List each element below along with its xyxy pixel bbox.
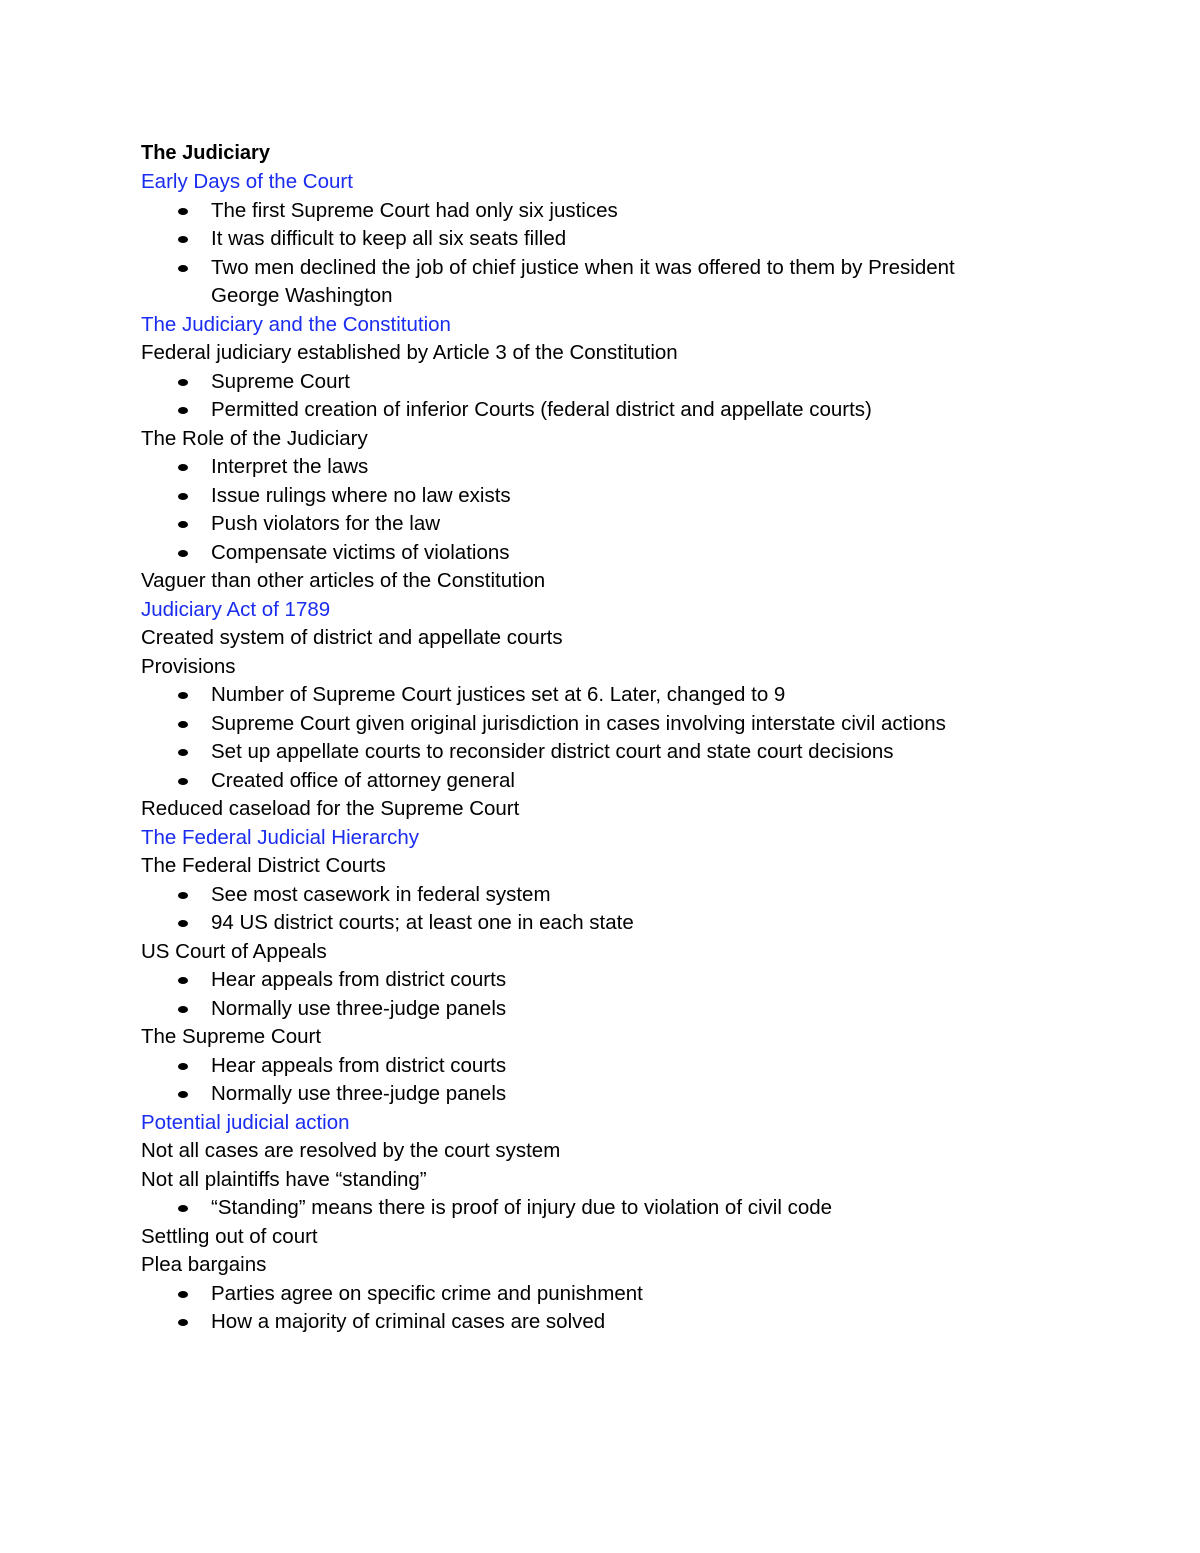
paragraph-text: Provisions [141,654,236,678]
bullet-item [141,1080,1011,1109]
bullet-item [141,396,1011,425]
bullet-text: Interpret the laws [211,455,369,478]
paragraph-text: The Federal District Courts [141,854,386,877]
document-content [141,168,1041,1337]
bullet-text: 94 US district courts; at least one in each state [211,911,634,934]
paragraph-text: Vaguer than other articles of the Constitution [141,569,546,592]
bullet-text: Set up appellate courts to reconsider district court and state court decisions [211,740,894,763]
paragraph-text: US Court of Appeals [141,939,327,963]
bullet-icon [178,493,188,500]
bullet-item [141,254,1011,311]
bullet-text: Supreme Court given original jurisdiction in cases involving interstate civil actions [211,711,946,735]
bullet-list [141,197,1041,311]
bullet-icon [178,778,188,785]
bullet-icon [178,1205,188,1212]
bullet-item [141,1280,1011,1309]
paragraph-text: Plea bargains [141,1253,267,1276]
bullet-icon [178,1091,188,1098]
bullet-list [141,1052,1041,1109]
bullet-icon [178,521,188,528]
bullet-item [141,368,1011,397]
bullet-icon [178,892,188,899]
bullet-text: Normally use three-judge panels [211,996,507,1020]
bullet-icon [178,1319,188,1326]
bullet-icon [178,265,188,272]
bullet-icon [178,550,188,557]
section-heading: The Federal Judicial Hierarchy [141,825,420,849]
bullet-text: Issue rulings where no law exists [211,483,511,507]
bullet-icon [178,236,188,243]
bullet-text: Normally use three-judge panels [211,1082,507,1105]
bullet-item [141,482,1011,511]
bullet-item [141,738,1011,767]
bullet-item [141,710,1011,739]
bullet-text: “Standing” means there is proof of injury due to violation of civil code [211,1196,833,1219]
bullet-item [141,510,1011,539]
section-heading: The Judiciary and the Constitution [141,312,451,336]
bullet-text: Hear appeals from district courts [211,968,507,991]
paragraph-text: Not all plaintiffs have “standing” [141,1167,427,1191]
bullet-item [141,881,1011,910]
bullet-text: Push violators for the law [211,512,441,535]
bullet-text: See most casework in federal system [211,882,551,906]
bullet-list [141,966,1041,1023]
bullet-icon [178,407,188,414]
bullet-list [141,453,1041,567]
section-heading: Early Days of the Court [141,170,353,193]
bullet-icon [178,749,188,756]
bullet-list [141,368,1041,425]
bullet-item [141,1052,1011,1081]
bullet-list [141,681,1041,795]
bullet-item [141,767,1011,796]
bullet-item [141,539,1011,568]
bullet-icon [178,721,188,728]
bullet-icon [178,1006,188,1013]
paragraph-text: Created system of district and appellate courts [141,626,563,649]
bullet-text: It was difficult to keep all six seats filled [211,227,567,250]
bullet-list [141,1194,1041,1223]
bullet-item [141,225,1011,254]
bullet-text: Permitted creation of inferior Courts (federal district and appellate courts) [211,398,872,421]
bullet-item [141,1308,1011,1337]
bullet-text: Created office of attorney general [211,768,515,792]
bullet-item [141,995,1011,1024]
paragraph-text: Reduced caseload for the Supreme Court [141,797,520,820]
paragraph-text: The Role of the Judiciary [141,426,368,450]
bullet-list [141,1280,1041,1337]
bullet-text: Supreme Court [211,369,351,393]
bullet-text: Compensate victims of violations [211,540,510,564]
bullet-icon [178,692,188,699]
paragraph-text: Federal judiciary established by Article 3 of the Constitution [141,341,678,364]
document-page [141,138,1041,1337]
paragraph-text: Not all cases are resolved by the court system [141,1139,561,1162]
section-heading: Potential judicial action [141,1110,350,1134]
paragraph-text: Settling out of court [141,1224,318,1248]
section-heading: Judiciary Act of 1789 [141,597,331,621]
bullet-icon [178,920,188,927]
bullet-text: Parties agree on specific crime and punishment [211,1281,643,1305]
bullet-text: Hear appeals from district courts [211,1053,507,1077]
bullet-text: How a majority of criminal cases are solved [211,1310,606,1333]
bullet-text: Two men declined the job of chief justice when it was offered to them by President George Washington [211,255,955,307]
bullet-item [141,1194,1011,1223]
paragraph-text: The Supreme Court [141,1025,322,1048]
bullet-icon [178,208,188,215]
bullet-icon [178,1291,188,1298]
bullet-item [141,681,1011,710]
bullet-icon [178,464,188,471]
bullet-item [141,966,1011,995]
bullet-list [141,881,1041,938]
document-title: The Judiciary [141,142,270,164]
bullet-item [141,453,1011,482]
bullet-item [141,909,1011,938]
bullet-icon [178,379,188,386]
bullet-text: Number of Supreme Court justices set at 6. Later, changed to 9 [211,683,786,706]
bullet-text: The first Supreme Court had only six justices [211,198,618,222]
bullet-item [141,197,1011,226]
bullet-icon [178,1063,188,1070]
bullet-icon [178,977,188,984]
